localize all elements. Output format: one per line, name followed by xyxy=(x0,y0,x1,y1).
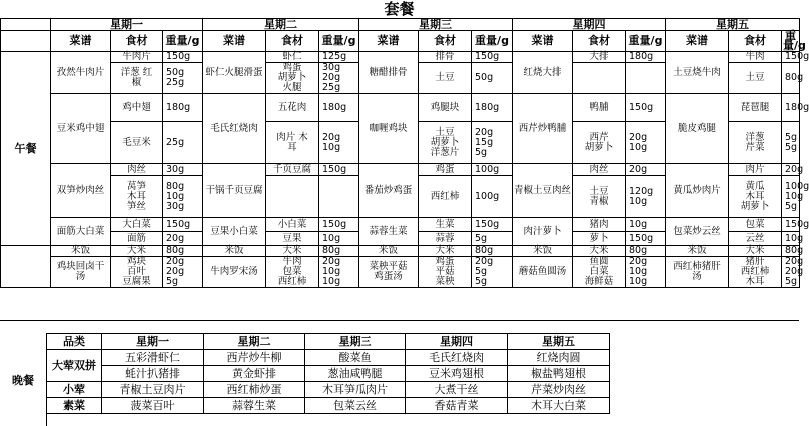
column-header-weight: 重量/g xyxy=(319,31,359,52)
ingredient: 猪肝 西红柿 木耳 xyxy=(729,257,782,288)
column-header-ingredient: 食材 xyxy=(266,31,319,52)
ingredient: 鱼圆 白菜 海鲜菇 xyxy=(573,257,626,288)
category-label: 素菜 xyxy=(47,398,102,414)
weight: 80g xyxy=(319,246,359,257)
ingredient: 鸡蛋 胡萝卜 火腿 xyxy=(266,63,319,94)
day-header: 星期三 xyxy=(305,334,406,350)
weight: 5g xyxy=(472,232,513,246)
page-title: 套餐 xyxy=(0,0,799,19)
ingredient xyxy=(266,176,319,218)
dinner-table xyxy=(46,333,610,414)
dish-name: 土豆烧牛肉 xyxy=(666,52,729,94)
weight: 80g xyxy=(782,63,800,94)
weight xyxy=(319,176,359,218)
weight: 180g xyxy=(163,94,203,122)
weight: 80g xyxy=(472,246,513,257)
ingredient: 面筋 xyxy=(111,232,163,246)
ingredient: 豆果 xyxy=(266,232,319,246)
day-header: 星期一 xyxy=(51,19,203,31)
weight: 80g xyxy=(163,246,203,257)
dish-name: 孜然牛肉片 xyxy=(51,52,111,94)
dish-name: 米饭 xyxy=(51,246,111,257)
ingredient: 千页豆腐 xyxy=(266,164,319,176)
dish-name: 米饭 xyxy=(203,246,266,257)
dinner-dish: 西芹炒牛柳 xyxy=(204,350,305,366)
weight: 80g xyxy=(782,246,800,257)
lunch-table xyxy=(0,17,809,288)
day-header: 星期一 xyxy=(102,334,204,350)
ingredient: 大米 xyxy=(573,246,626,257)
weight: 150g xyxy=(319,218,359,232)
ingredient: 肉丝 xyxy=(573,164,626,176)
weight: 10g xyxy=(319,232,359,246)
dish-name: 黄瓜炒肉片 xyxy=(666,164,729,218)
weight: 150g xyxy=(163,52,203,63)
weight: 150g xyxy=(782,218,800,232)
ingredient: 大排 xyxy=(573,52,626,63)
weight: 180g xyxy=(319,94,359,122)
dish-name: 米饭 xyxy=(666,246,729,257)
ingredient: 大米 xyxy=(111,246,163,257)
dinner-dish: 包菜云丝 xyxy=(305,398,406,414)
ingredient: 萝卜 xyxy=(573,232,626,246)
weight: 180g xyxy=(472,94,513,122)
weight: 50g xyxy=(472,63,513,94)
ingredient: 蒜蓉 xyxy=(419,232,472,246)
column-header-dish: 菜谱 xyxy=(513,31,573,52)
meal-label-lunch: 午餐 xyxy=(1,52,51,246)
weight: 125g xyxy=(319,52,359,63)
category-label: 小荤 xyxy=(47,382,102,398)
dish-name: 菜秧平菇 鸡蛋汤 xyxy=(359,257,419,288)
dinner-dish: 五彩滑虾仁 xyxy=(102,350,204,366)
dish-name: 牛肉罗宋汤 xyxy=(203,257,266,288)
dish-name: 脆皮鸡腿 xyxy=(666,94,729,164)
day-header: 星期二 xyxy=(203,19,359,31)
day-header: 星期五 xyxy=(508,334,610,350)
ingredient: 土豆 xyxy=(419,63,472,94)
ingredient: 黄瓜 木耳 胡萝卜 xyxy=(729,176,782,218)
weight: 150g xyxy=(626,94,666,122)
weight: 150g xyxy=(319,164,359,176)
dinner-dish: 香菇青菜 xyxy=(406,398,508,414)
day-header: 星期三 xyxy=(359,19,513,31)
weight xyxy=(626,63,666,94)
dinner-dish: 豆米鸡翅根 xyxy=(406,366,508,382)
section-separator xyxy=(0,320,799,333)
ingredient: 鸡蛋 平菇 菜秧 xyxy=(419,257,472,288)
dish-name: 西芹炒鸭脯 xyxy=(513,94,573,164)
column-header-ingredient: 食材 xyxy=(111,31,163,52)
dish-name: 蒜蓉生菜 xyxy=(359,218,419,246)
meal-label-dinner: 晚餐 xyxy=(0,333,47,426)
ingredient: 牛肉 xyxy=(729,52,782,63)
day-header: 星期四 xyxy=(513,19,666,31)
ingredient: 莴笋 木耳 笋丝 xyxy=(111,176,163,218)
dinner-dish: 毛氏红烧肉 xyxy=(406,350,508,366)
weight: 20g xyxy=(782,164,800,176)
weight: 20g xyxy=(626,164,666,176)
dish-name: 虾仁火腿滑蛋 xyxy=(203,52,266,94)
weight: 25g xyxy=(163,122,203,164)
weight: 150g xyxy=(163,218,203,232)
ingredient: 西芹 胡萝卜 xyxy=(573,122,626,164)
dinner-dish: 蒜蓉生菜 xyxy=(204,398,305,414)
ingredient: 土豆 青椒 xyxy=(573,176,626,218)
ingredient: 大白菜 xyxy=(111,218,163,232)
corner-cell xyxy=(1,19,51,31)
dish-name: 肉汁萝卜 xyxy=(513,218,573,246)
dinner-dish: 木耳笋瓜肉片 xyxy=(305,382,406,398)
dish-name: 米饭 xyxy=(359,246,419,257)
column-header-ingredient: 食材 xyxy=(573,31,626,52)
weight: 100g xyxy=(472,176,513,218)
column-header-dish: 菜谱 xyxy=(666,31,729,52)
weight: 80g xyxy=(626,246,666,257)
ingredient: 排骨 xyxy=(419,52,472,63)
day-header: 星期五 xyxy=(666,19,800,31)
dish-name: 番茄炒鸡蛋 xyxy=(359,164,419,218)
ingredient: 毛豆米 xyxy=(111,122,163,164)
column-header-dish: 菜谱 xyxy=(51,31,111,52)
weight: 5g 5g xyxy=(782,122,800,164)
weight: 20g 10g xyxy=(626,122,666,164)
dish-name: 蘑菇鱼圆汤 xyxy=(513,257,573,288)
day-header: 星期二 xyxy=(204,334,305,350)
dish-name: 毛氏红烧肉 xyxy=(203,94,266,164)
ingredient: 牛肉片 xyxy=(111,52,163,63)
dinner-dish: 酸菜鱼 xyxy=(305,350,406,366)
dish-name: 面筋大白菜 xyxy=(51,218,111,246)
dish-name: 青椒土豆肉丝 xyxy=(513,164,573,218)
weight: 150g xyxy=(782,52,800,63)
weight: 20g 20g 5g xyxy=(163,257,203,288)
category-header: 品类 xyxy=(47,334,102,350)
dish-name: 包菜炒云丝 xyxy=(666,218,729,246)
ingredient: 土豆 胡萝卜 洋葱片 xyxy=(419,122,472,164)
dinner-dish: 黄金虾排 xyxy=(204,366,305,382)
weight: 30g 20g 25g xyxy=(319,63,359,94)
column-header-weight: 重量/g xyxy=(783,29,806,52)
ingredient: 生菜 xyxy=(419,218,472,232)
weight: 10g xyxy=(626,218,666,232)
ingredient: 鸡蛋 xyxy=(419,164,472,176)
dish-name: 干锅千页豆腐 xyxy=(203,164,266,218)
dish-name: 咖喱鸡块 xyxy=(359,94,419,164)
ingredient: 牛肉 包菜 西红柿 xyxy=(266,257,319,288)
column-header-dish: 菜谱 xyxy=(203,31,266,52)
column-header-ingredient: 食材 xyxy=(729,31,782,52)
dinner-dish: 芹菜炒肉丝 xyxy=(508,382,610,398)
ingredient: 五花肉 xyxy=(266,94,319,122)
weight: 20g 20g 5g xyxy=(782,257,800,288)
weight: 20g 10g 10g xyxy=(319,257,359,288)
weight: 150g xyxy=(472,218,513,232)
ingredient: 猪肉 xyxy=(573,218,626,232)
column-header-weight: 重量/g xyxy=(626,31,666,52)
ingredient: 鸭脯 xyxy=(573,94,626,122)
weight: 80g 10g 30g xyxy=(163,176,203,218)
dish-name: 双笋炒肉丝 xyxy=(51,164,111,218)
weight: 100g xyxy=(472,164,513,176)
column-header-weight: 重量/g xyxy=(472,31,513,52)
blank-cell xyxy=(1,246,51,288)
column-header-weight: 重量/g xyxy=(163,31,203,52)
weight: 20g 15g 5g xyxy=(472,122,513,164)
dish-name: 糖醋排骨 xyxy=(359,52,419,94)
dinner-dish: 青椒土豆肉片 xyxy=(102,382,204,398)
ingredient: 洋葱 芹菜 xyxy=(729,122,782,164)
ingredient: 小白菜 xyxy=(266,218,319,232)
weight: 20g 10g 10g xyxy=(626,257,666,288)
ingredient: 西红柿 xyxy=(419,176,472,218)
ingredient: 大米 xyxy=(729,246,782,257)
ingredient: 包菜 xyxy=(729,218,782,232)
ingredient: 鸡腿块 xyxy=(419,94,472,122)
ingredient: 肉片 木 耳 xyxy=(266,122,319,164)
weight: 30g xyxy=(163,164,203,176)
dinner-dish: 红烧肉圆 xyxy=(508,350,610,366)
ingredient: 肉片 xyxy=(729,164,782,176)
weight: 10g xyxy=(782,232,800,246)
ingredient: 大米 xyxy=(266,246,319,257)
dish-name: 豆米鸡中翅 xyxy=(51,94,111,164)
dish-name: 米饭 xyxy=(513,246,573,257)
ingredient: 云丝 xyxy=(729,232,782,246)
ingredient: 大米 xyxy=(419,246,472,257)
weight: 20g xyxy=(163,232,203,246)
weight: 180g xyxy=(782,94,800,122)
weight: 20g 5g 5g xyxy=(472,257,513,288)
day-header: 星期四 xyxy=(406,334,508,350)
weight: 150g xyxy=(626,232,666,246)
ingredient: 鸡块 百叶 豆腐果 xyxy=(111,257,163,288)
weight: 120g 10g xyxy=(626,176,666,218)
dinner-dish: 木耳大白菜 xyxy=(508,398,610,414)
weight: 100g 10g 5g xyxy=(782,176,800,218)
dish-name: 西红柿猪肝 汤 xyxy=(666,257,729,288)
dish-name: 鸡块回卤干 汤 xyxy=(51,257,111,288)
dinner-dish: 大煮干丝 xyxy=(406,382,508,398)
ingredient: 琵琶腿 xyxy=(729,94,782,122)
weight: 50g 25g xyxy=(163,63,203,94)
column-header-dish: 菜谱 xyxy=(359,31,419,52)
ingredient: 鸡中翅 xyxy=(111,94,163,122)
dinner-dish: 蚝汁扒猪排 xyxy=(102,366,204,382)
column-header-ingredient: 食材 xyxy=(419,31,472,52)
weight: 20g 10g xyxy=(319,122,359,164)
ingredient: 虾仁 xyxy=(266,52,319,63)
ingredient: 肉丝 xyxy=(111,164,163,176)
dinner-dish: 椒盐鸭翅根 xyxy=(508,366,610,382)
dish-name: 豆果小白菜 xyxy=(203,218,266,246)
weight: 180g xyxy=(626,52,666,63)
dinner-dish: 西红柿炒蛋 xyxy=(204,382,305,398)
dinner-dish: 菠菜百叶 xyxy=(102,398,204,414)
weight: 150g xyxy=(472,52,513,63)
category-label: 大荤双拼 xyxy=(47,350,102,382)
dish-name: 红烧大排 xyxy=(513,52,573,94)
dinner-dish: 葱油咸鸭腿 xyxy=(305,366,406,382)
ingredient: 洋葱 红 椒 xyxy=(111,63,163,94)
ingredient xyxy=(573,63,626,94)
ingredient: 土豆 xyxy=(729,63,782,94)
